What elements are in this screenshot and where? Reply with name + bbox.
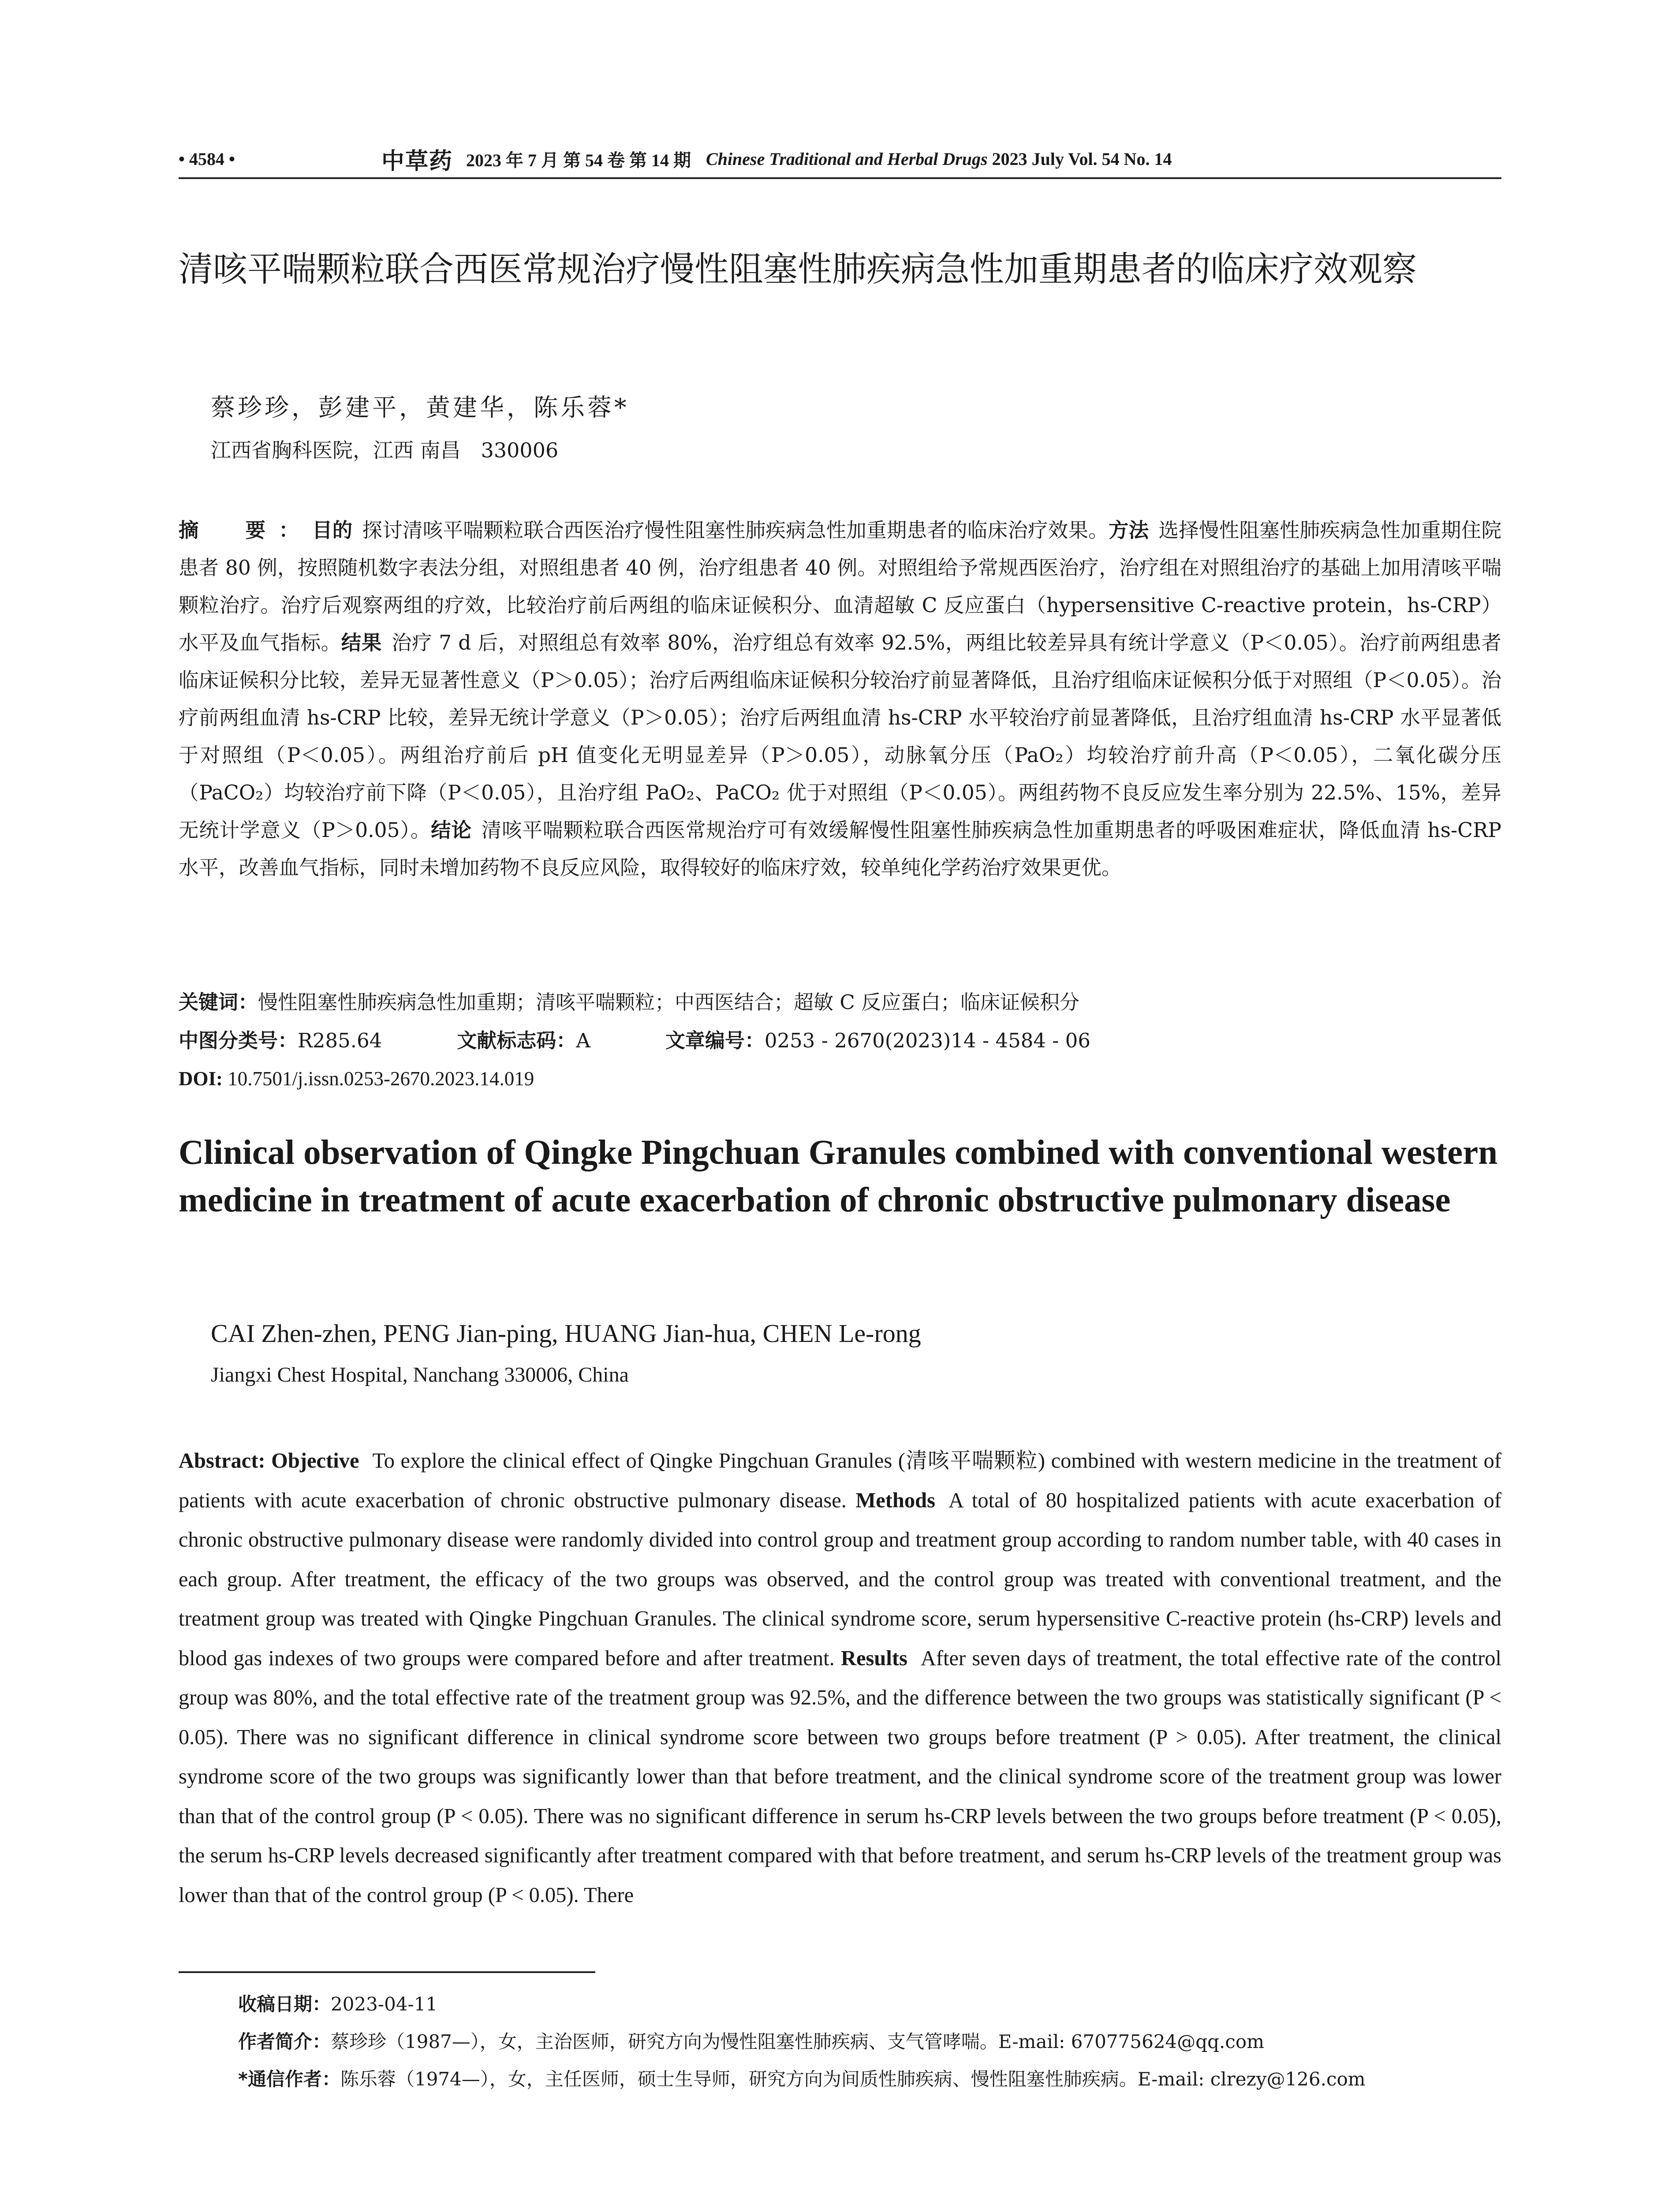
document-code-value: A <box>576 1029 590 1052</box>
footnote-corresponding <box>238 2066 1499 2093</box>
article-title-cn: 清咳平喘颗粒联合西医常规治疗慢性阻塞性肺疾病急性加重期患者的临床疗效观察 <box>179 250 1417 289</box>
author-bio-label: 作者简介： <box>238 2031 331 2052</box>
methods-text-en: A total of 80 hospitalized patients with acute exacerbation of chronic obstructive pulmonary disease were randomly divided into control group and treatment group according to random number table, with 40 cases in each group. After treatment, the efficacy of the two groups was observed, and the control group was treated with conventional treatment, and the treatment group was treated with Qingke Pingchuan Granules. The clinical syndrome score, serum hypersensitive C-reactive protein (hs-CRP) levels and blood gas indexes of two groups were compared before and after treatment. <box>179 1488 1501 1670</box>
objective-label-en: Abstract: Objective <box>179 1449 359 1472</box>
article-number-label: 文章编号： <box>665 1029 765 1052</box>
article-title-en: Clinical observation of Qingke Pingchuan Granules combined with conventional western medicine in treatment of acute exacerbation of chronic obstructive pulmonary disease <box>179 1133 1498 1219</box>
doi-link[interactable]: 10.7501/j.issn.0253-2670.2023.14.019 <box>228 1068 534 1090</box>
authors-cn: 蔡珍珍，彭建平，黄建华，陈乐蓉* <box>211 393 629 422</box>
conclusion-label-cn: 结论 <box>431 818 472 842</box>
received-label: 收稿日期： <box>238 1993 331 2015</box>
article-number <box>665 1022 1090 1059</box>
conclusion-text-cn: 清咳平喘颗粒联合西医常规治疗可有效缓解慢性阻塞性肺疾病急性加重期患者的呼吸困难症状，降低血清 hs-CRP 水平，改善血气指标，同时未增加药物不良反应风险，取得较好的临床疗效，较单纯化学药治疗效果更优。 <box>179 818 1501 879</box>
methods-text-cn: 选择慢性阻塞性肺疾病急性加重期住院患者 80 例，按照随机数字表法分组，对照组患者 40 例，治疗组患者 40 例。对照组给予常规西医治疗，治疗组在对照组治疗的基础上加用清咳平喘颗粒治疗。治疗后观察两组的疗效，比较治疗前后两组的临床证候积分、血清超敏 C 反应蛋白（hypersensitive C-reactive protein，hs-CRP）水平及血气指标。 <box>179 519 1501 654</box>
objective-text-cn: 探讨清咳平喘颗粒联合西医治疗慢性阻塞性肺疾病急性加重期患者的临床治疗效果。 <box>362 519 1109 542</box>
results-label-en: Results <box>840 1646 907 1670</box>
running-header <box>179 140 1501 179</box>
footnote-divider <box>179 1971 595 1973</box>
footnote-author <box>238 2029 1499 2055</box>
results-text-cn: 治疗 7 d 后，对照组总有效率 80%，治疗组总有效率 92.5%，两组比较差异具有统计学意义（P＜0.05）。治疗前两组患者临床证候积分比较，差异无显著性意义（P＞0.05）；治疗后两组临床证候积分较治疗前显著降低，且治疗组临床证候积分低于对照组（P＜0.05）。治疗前两组血清 hs-CRP 比较，差异无统计学意义（P＞0.05）；治疗后两组血清 hs-CRP 水平较治疗前显著降低，且治疗组血清 hs-CRP 水平显著低于对照组（P＜0.05）。两组治疗前后 pH 值变化无明显差异（P＞0.05），动脉氧分压（PaO₂）均较治疗前升高（P＜0.05），二氧化碳分压（PaCO₂）均较治疗前下降（P＜0.05），且治疗组 PaO₂、PaCO₂ 优于对照组（P＜0.05）。两组药物不良反应发生率分别为 22.5%、15%，差异无统计学意义（P＞0.05）。 <box>179 631 1501 842</box>
issue-info-en <box>988 149 1172 169</box>
document-code-label: 文献标志码： <box>457 1029 576 1052</box>
results-text-en: After seven days of treatment, the total effective rate of the control group was 80%, and the total effective rate of the treatment group was 92.5%, and the difference between the two groups was statistically significant (P < 0.05). There was no significant difference in clinical syndrome score between two groups before treatment (P > 0.05). After treatment, the clinical syndrome score of the two groups was significantly lower than that before treatment, and the clinical syndrome score of the treatment group was lower than that of the control group (P < 0.05). There was no significant difference in serum hs-CRP levels between the two groups before treatment (P < 0.05), the serum hs-CRP levels decreased significantly after treatment compared with that before treatment, and serum hs-CRP levels of the treatment group was lower than that of the control group (P < 0.05). There <box>179 1646 1502 1907</box>
keywords-text: 慢性阻塞性肺疾病急性加重期；清咳平喘颗粒；中西医结合；超敏 C 反应蛋白；临床证候积分 <box>258 990 1080 1014</box>
clc-number <box>179 1022 382 1059</box>
affiliation-cn: 江西省胸科医院，江西 南昌 330006 <box>211 438 559 462</box>
page-number: • 4584 • <box>179 149 235 169</box>
received-date: 2023-04-11 <box>331 1993 438 2015</box>
clc-label: 中图分类号： <box>179 1029 298 1052</box>
methods-label-cn: 方法 <box>1109 519 1149 542</box>
objective-label-cn: 目的 <box>312 519 353 542</box>
corresponding-text: 陈乐蓉（1974—），女，主任医师，硕士生导师，研究方向为间质性肺疾病、慢性阻塞性肺疾病。E-mail: clrezy@126.com <box>340 2068 1366 2090</box>
journal-name-en: Chinese Traditional and Herbal Drugs <box>706 149 988 169</box>
clc-value: R285.64 <box>298 1029 382 1052</box>
keywords-label: 关键词： <box>179 990 258 1014</box>
keywords <box>179 983 1501 1021</box>
objective-text-en: To explore the clinical effect of Qingke Pingchuan Granules (清咳平喘颗粒) combined with western medicine in the treatment of patients with acute exacerbation of chronic obstructive pulmonary disease. <box>179 1449 1501 1512</box>
issue-info-cn: 2023 年 7 月 第 54 卷 第 14 期 <box>466 150 691 170</box>
abstract-cn <box>179 512 1501 886</box>
methods-label-en: Methods <box>855 1488 935 1512</box>
footnote-received <box>238 1991 1499 2018</box>
issue-info-en-text: 2023 July Vol. 54 No. 14 <box>992 149 1172 169</box>
affiliation-en: Jiangxi Chest Hospital, Nanchang 330006, China <box>211 1363 629 1387</box>
document-code <box>457 1022 590 1059</box>
classification-line <box>179 1022 1501 1059</box>
corresponding-label: *通信作者： <box>238 2068 340 2090</box>
abstract-en <box>179 1441 1501 1915</box>
author-bio-text: 蔡珍珍（1987—），女，主治医师，研究方向为慢性阻塞性肺疾病、支气管哮喘。E-mail: 670775624@qq.com <box>331 2031 1265 2052</box>
doi-label: DOI: <box>179 1068 223 1090</box>
journal-name-cn: 中草药 <box>381 147 453 175</box>
authors-en: CAI Zhen-zhen, PENG Jian-ping, HUANG Jian-hua, CHEN Le-rong <box>211 1319 921 1348</box>
abstract-label-cn: 摘 要： <box>179 519 312 542</box>
doi <box>179 1060 1501 1098</box>
results-label-cn: 结果 <box>341 631 382 654</box>
article-number-value: 0253 - 2670(2023)14 - 4584 - 06 <box>764 1029 1091 1052</box>
